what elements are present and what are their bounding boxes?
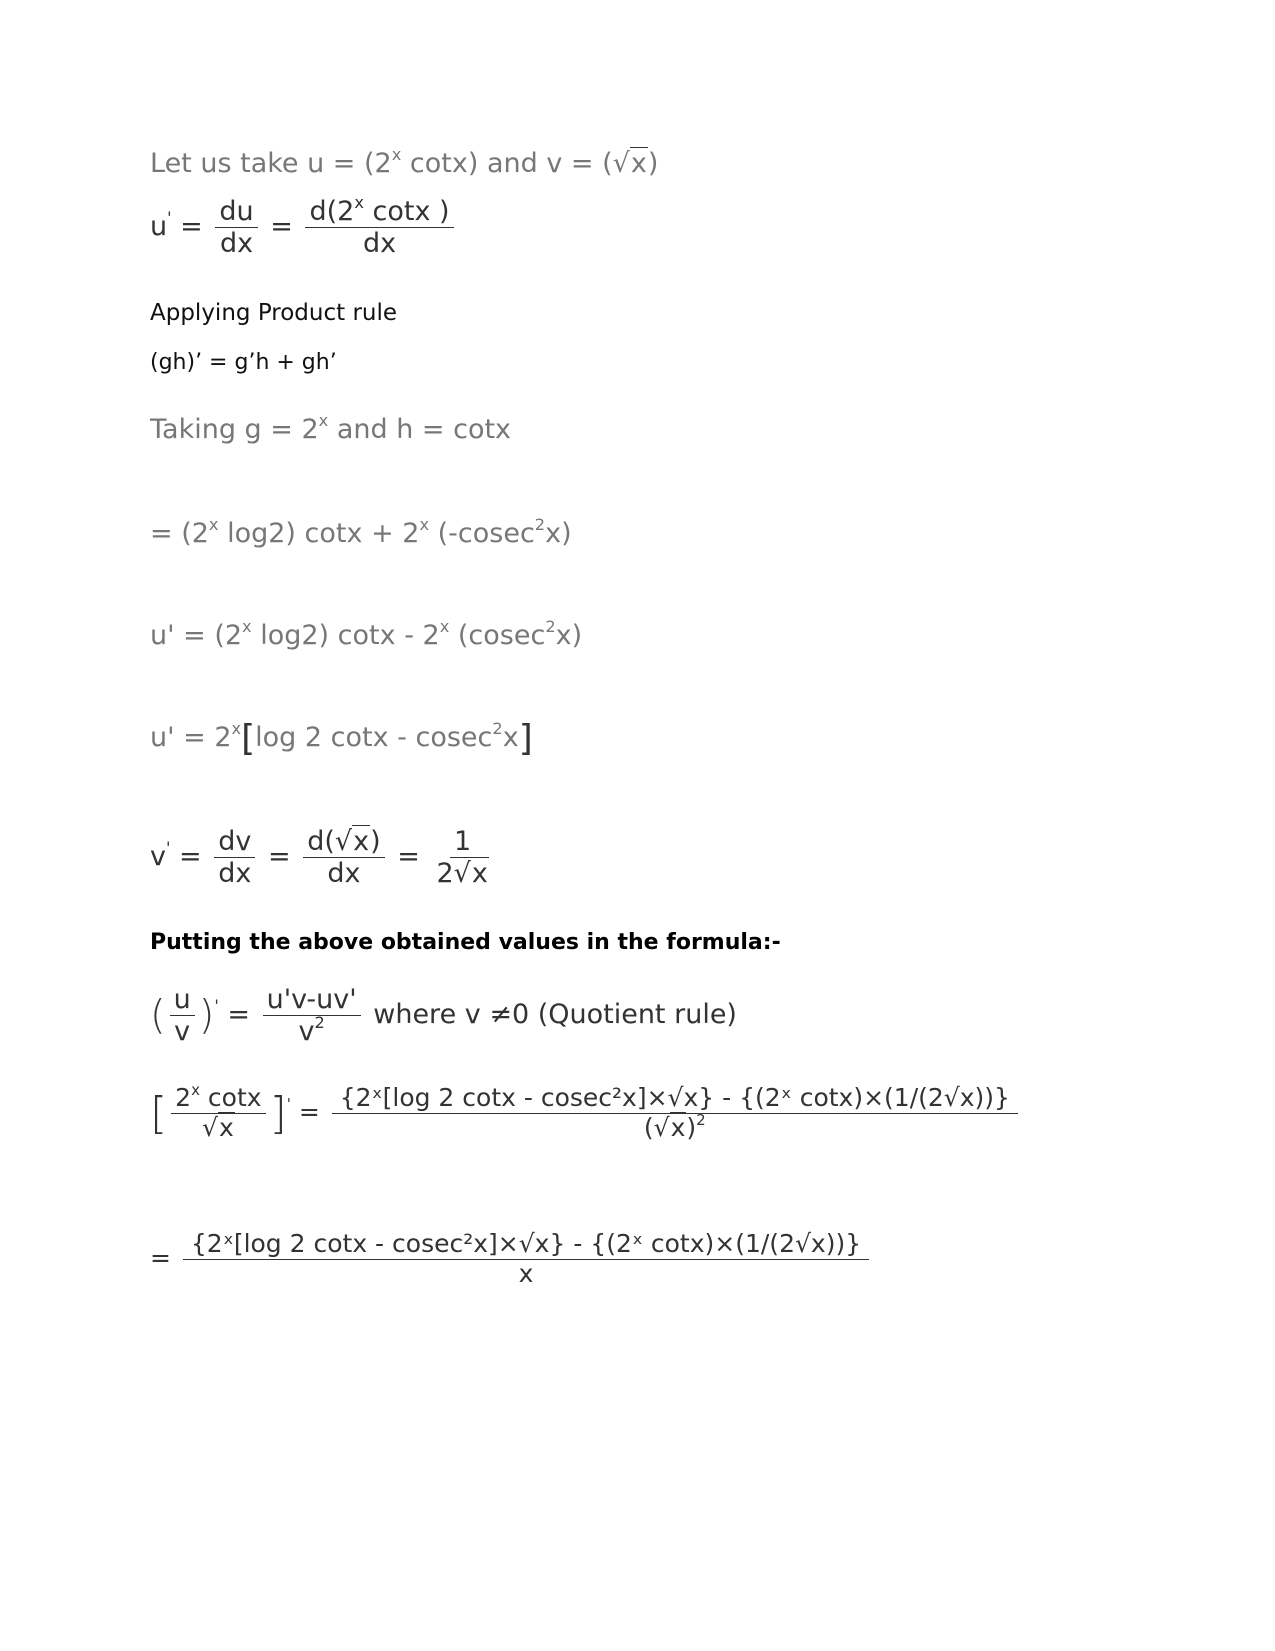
fraction-one-over-2sqrtx: $\frac{1}{2√x}$ <box>436 826 488 890</box>
fraction-big-1: $\frac{\text{\{2ˣ[log 2 cotx - cosec²x]×√x\} - \{(2ˣ cotx)×(1/(2√x))\}}}{(√x)^2}$ <box>332 1084 1018 1143</box>
product-rule: (gh)’ = g’h + gh’ <box>150 350 337 375</box>
fraction-d-2x-cotx: $\frac{d(2^x \cot x )}{dx}$ <box>305 196 453 259</box>
fraction-u-over-v: $\frac{u}{v}$ <box>170 984 195 1047</box>
step-1: = ($2^x$ log2) $\cot x + 2^x$ (-cosec$^2$x) <box>150 514 572 549</box>
taking-line: Taking $g = 2^x$ and h = cotx <box>150 410 512 445</box>
final-result: = $\frac{\text{\{2ˣ[log 2 cotx - cosec²x]×√x\} - \{(2ˣ cotx)×(1/(2√x))\}}}{x}$ <box>150 1230 873 1289</box>
v-derivative: v' = $\frac{dv}{dx}$ = $\frac{d(√x)}{dx}$ = $\frac{1}{2√x}$ <box>150 826 497 889</box>
fraction-d-sqrt-x: $\frac{d(√x)}{dx}$ <box>303 826 384 889</box>
fraction-big-2: $\frac{\text{\{2ˣ[log 2 cotx - cosec²x]×√x\} - \{(2ˣ cotx)×(1/(2√x))\}}}{x}$ <box>183 1230 869 1289</box>
applying-heading: Applying Product rule <box>150 300 398 326</box>
definition-line: Let us take $u = (2^x$ cotx) and v = (√x) <box>150 144 659 179</box>
step-3: $u' = 2^x[\log$ 2 cotx - cosec$^2$x] <box>150 718 533 759</box>
fraction-dv-dx: $\frac{dv}{dx}$ <box>214 826 255 889</box>
fraction-quotient-rule: $\frac{u'v-uv'}{v^2}$ <box>263 984 361 1047</box>
u-derivative-definition: u' = $\frac{du}{dx}$ = $\frac{d(2^x \cot x )}{dx}$ <box>150 196 458 259</box>
putting-heading: Putting the above obtained values in the formula:- <box>150 930 781 955</box>
quotient-application: [ $\frac{2^x \cot x}{√x}$ ]' = $\frac{\text{\{2ˣ[log 2 cotx - cosec²x]×√x\} - \{(2ˣ cotx)×(1/(2√x))\}}}{(√x)^2}$ <box>150 1084 1022 1143</box>
quotient-rule: ( $\frac{u}{v}$ )' = $\frac{u'v-uv'}{v^2}$ where v ≠0 (Quotient rule) <box>150 984 737 1048</box>
fraction-du-dx: $\frac{du}{dx}$ <box>215 196 257 259</box>
step-2: $u' = (2^x$ log2) cotx - 2$^x$ (cosec$^2$x) <box>150 616 583 651</box>
sqrt-symbol: √x <box>612 148 647 179</box>
fraction-2x-cotx-over-sqrtx: $\frac{2^x \cot x}{√x}$ <box>171 1084 265 1143</box>
